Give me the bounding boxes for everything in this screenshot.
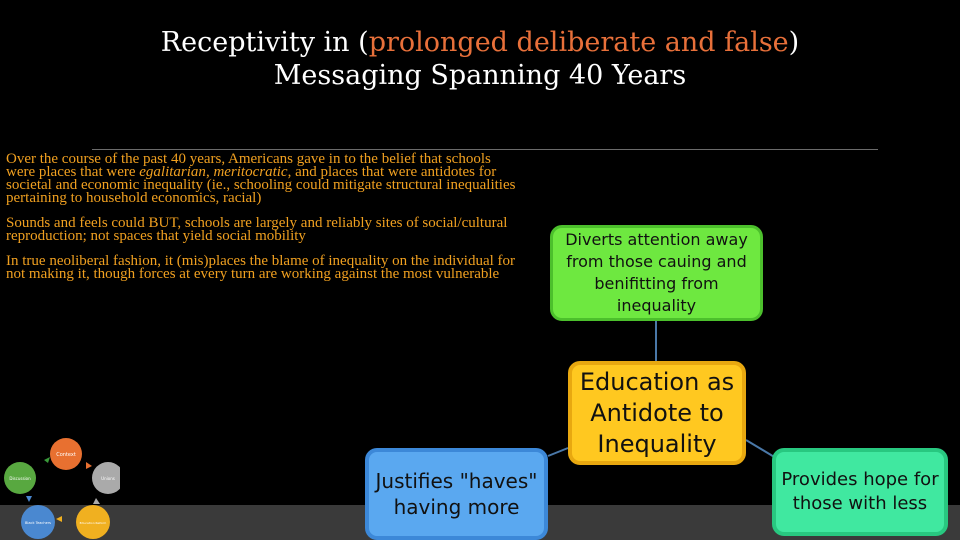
cycle-label-discussion: Discussion [9, 476, 31, 481]
p1-emphasis-egalitarian: egalitarian [139, 164, 206, 180]
paragraph-3: In true neoliberal fashion, it (mis)places the blame of inequality on the individual for not making it, though forces at every turn are working against the most vulnerable [6, 253, 516, 282]
cycle-arrow-4 [56, 516, 62, 522]
p1-text-b: , [205, 164, 214, 180]
cycle-arrow-3 [93, 498, 100, 504]
diagram-box-justifies-haves [365, 448, 548, 540]
p1-emphasis-meritocratic: meritocratic [213, 164, 288, 180]
box-left-line-1: Justifies "haves" [375, 469, 538, 493]
cycle-diagram [0, 430, 120, 540]
title-prefix: Receptivity in ( [160, 27, 369, 58]
connector-right [746, 440, 776, 458]
box-right-line-1: Provides hope for [781, 469, 939, 490]
box-center-line-3: Inequality [597, 429, 717, 458]
cycle-label-education-reform: Education Reform [79, 521, 107, 525]
cycle-label-context: Context [56, 452, 76, 458]
paragraph-2: Sounds and feels could BUT, schools are largely and reliably sites of social/cultural reproduction; not spaces that yield social mobility [6, 215, 508, 244]
title-highlight: prolonged deliberate and false [368, 27, 789, 58]
box-center-line-2: Antidote to [590, 398, 724, 427]
slide-title-line2: Messaging Spanning 40 Years [273, 60, 687, 91]
cycle-arrow-5 [26, 496, 32, 502]
box-right-line-2: those with less [792, 493, 928, 514]
box-top-line-2: from those cauing and [566, 252, 747, 271]
box-top-line-1: Diverts attention away [565, 230, 748, 249]
p1-text-c: , and places that were antidotes for societal and economic inequality (ie., schooling could mitigate structural inequalities pertaining to household economics, racial) [6, 164, 516, 206]
cycle-arrow-2 [86, 462, 92, 469]
box-top-line-3: benifitting from inequality [594, 274, 719, 315]
title-suffix: ) [788, 27, 800, 58]
box-left-line-2: having more [393, 495, 520, 519]
diagram-box-provides-hope [772, 448, 948, 536]
box-center-line-1: Education as [579, 367, 735, 396]
connector-left [548, 448, 568, 456]
cycle-label-unions: Unions [101, 476, 115, 481]
diagram-box-diverts-attention [550, 225, 763, 321]
diagram-box-education-antidote [568, 361, 746, 465]
cycle-arrow-1 [44, 457, 50, 463]
p1-text-a: Over the course of the past 40 years, Americans gave in to the belief that schools were places that were [6, 151, 491, 180]
cycle-label-black-teachers: Black Teachers [25, 521, 51, 525]
